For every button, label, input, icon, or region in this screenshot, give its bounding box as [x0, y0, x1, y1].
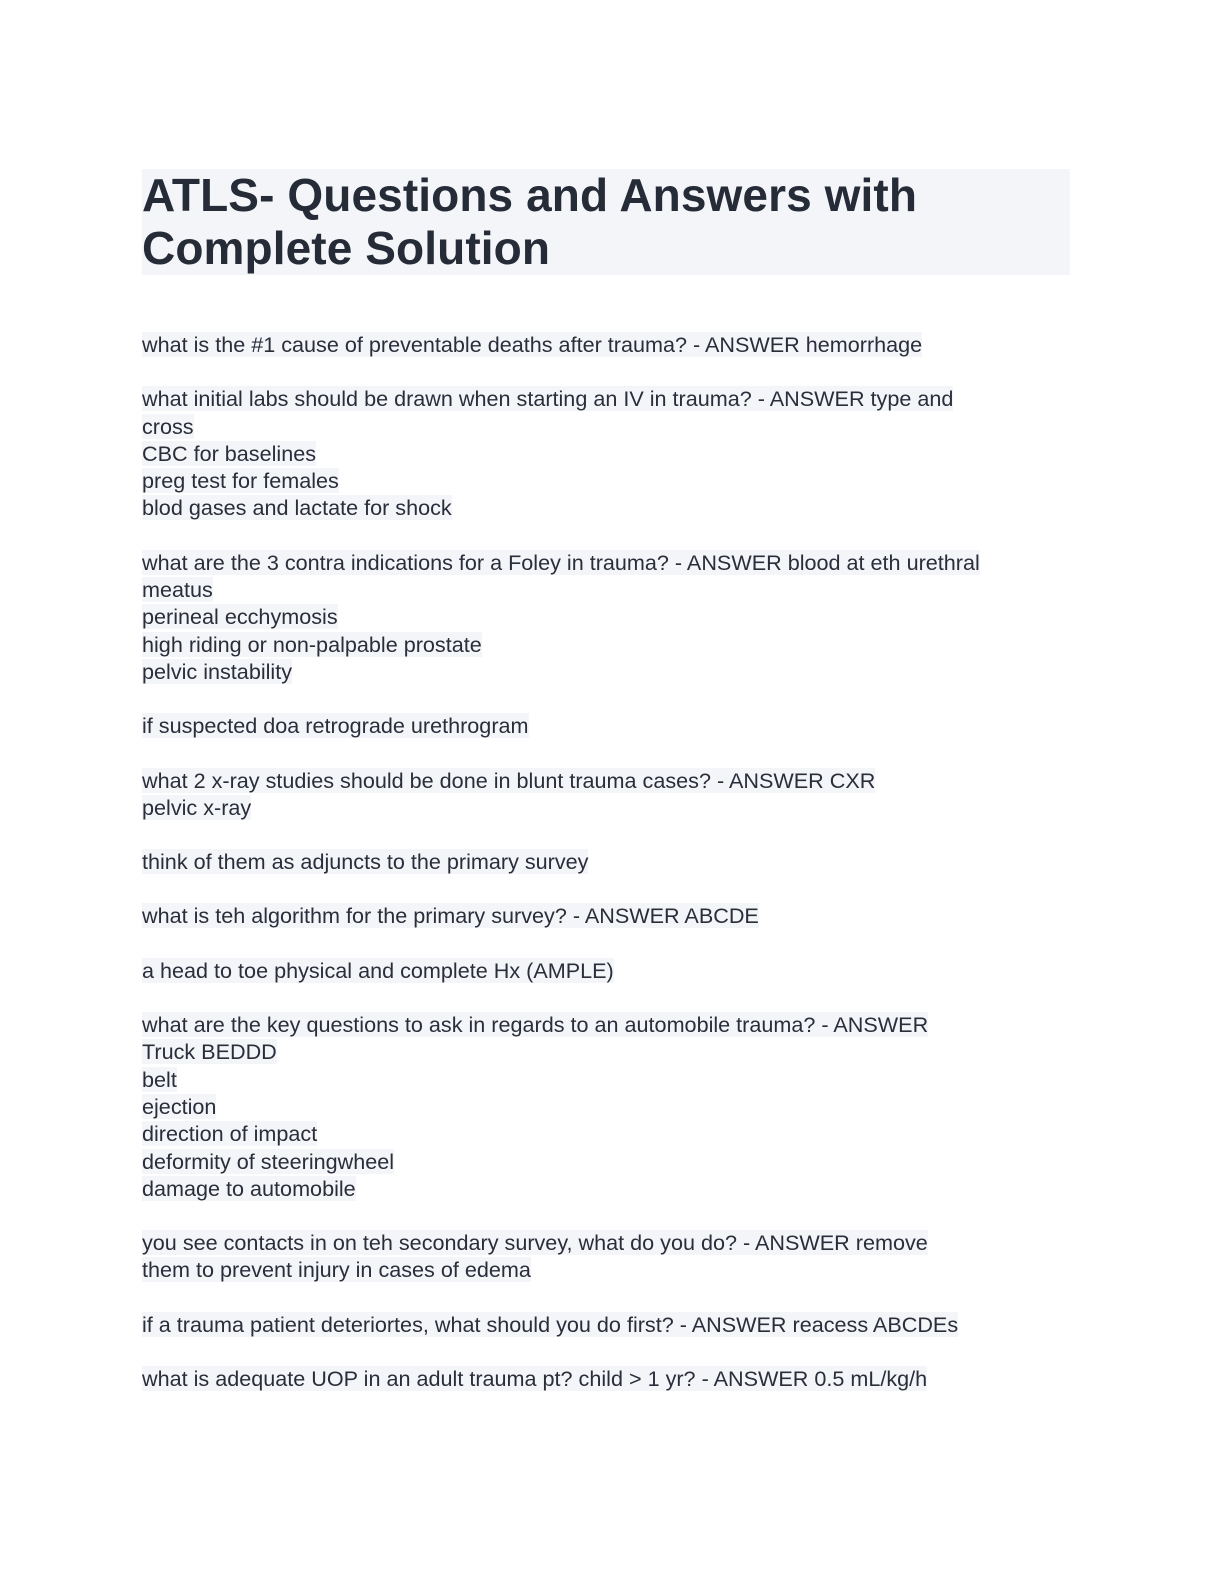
qa-line [142, 1256, 1070, 1283]
qa-line-text: deformity of steeringwheel [142, 1148, 395, 1174]
qa-line [142, 1120, 1070, 1147]
qa-line [142, 1148, 1070, 1175]
qa-line [142, 957, 1070, 984]
qa-list [142, 331, 1070, 1392]
qa-item [142, 767, 1070, 822]
qa-line-text: direction of impact [142, 1121, 318, 1147]
qa-line [142, 1038, 1070, 1065]
qa-line-text: if a trauma patient deteriortes, what should you do first? - ANSWER reacess ABCDEs [142, 1311, 959, 1337]
qa-line-text: what initial labs should be drawn when starting an IV in trauma? - ANSWER type and [142, 386, 954, 412]
qa-line-text: what is teh algorithm for the primary survey? - ANSWER ABCDE [142, 903, 759, 929]
qa-line-text: high riding or non-palpable prostate [142, 631, 482, 657]
qa-line [142, 1229, 1070, 1256]
qa-item [142, 331, 1070, 358]
qa-line [142, 1365, 1070, 1392]
qa-line-text: pelvic x-ray [142, 794, 252, 820]
qa-line [142, 631, 1070, 658]
qa-line [142, 767, 1070, 794]
qa-line [142, 1093, 1070, 1120]
qa-line [142, 1311, 1070, 1338]
qa-item [142, 957, 1070, 984]
qa-line-text: if suspected doa retrograde urethrogram [142, 713, 529, 739]
qa-line [142, 576, 1070, 603]
qa-line-text: CBC for baselines [142, 440, 317, 466]
qa-line-text: them to prevent injury in cases of edema [142, 1257, 531, 1283]
qa-line-text: what are the key questions to ask in regards to an automobile trauma? - ANSWER [142, 1012, 929, 1038]
qa-line-text: what are the 3 contra indications for a Foley in trauma? - ANSWER blood at eth urethral [142, 549, 980, 575]
qa-item [142, 549, 1070, 685]
qa-line-text: pelvic instability [142, 658, 293, 684]
qa-line-text: you see contacts in on teh secondary survey, what do you do? - ANSWER remove [142, 1230, 928, 1256]
qa-line [142, 712, 1070, 739]
qa-line-text: cross [142, 413, 194, 439]
qa-item [142, 712, 1070, 739]
document-title [142, 169, 1070, 275]
title-line-1: ATLS- Questions and Answers with [142, 169, 918, 221]
document-page [142, 169, 1070, 1419]
qa-line [142, 494, 1070, 521]
qa-line-text: Truck BEDDD [142, 1039, 277, 1065]
qa-line [142, 1175, 1070, 1202]
qa-line [142, 440, 1070, 467]
qa-item [142, 902, 1070, 929]
qa-line-text: preg test for females [142, 468, 339, 494]
qa-item [142, 1011, 1070, 1202]
qa-line [142, 658, 1070, 685]
qa-line [142, 413, 1070, 440]
qa-line [142, 603, 1070, 630]
qa-line [142, 385, 1070, 412]
title-line-2: Complete Solution [142, 222, 551, 274]
qa-line [142, 1066, 1070, 1093]
qa-line [142, 467, 1070, 494]
qa-line [142, 549, 1070, 576]
qa-line [142, 902, 1070, 929]
qa-item [142, 1229, 1070, 1284]
qa-line [142, 1011, 1070, 1038]
qa-line-text: perineal ecchymosis [142, 604, 338, 630]
qa-line-text: a head to toe physical and complete Hx (AMPLE) [142, 957, 614, 983]
qa-line-text: what is the #1 cause of preventable deaths after trauma? - ANSWER hemorrhage [142, 332, 923, 357]
qa-line-text: ejection [142, 1093, 217, 1119]
qa-line [142, 794, 1070, 821]
qa-line-text: damage to automobile [142, 1175, 356, 1201]
qa-line-text: what is adequate UOP in an adult trauma pt? child > 1 yr? - ANSWER 0.5 mL/kg/h [142, 1366, 928, 1392]
qa-line [142, 848, 1070, 875]
qa-line-text: think of them as adjuncts to the primary survey [142, 849, 589, 875]
qa-line-text: blod gases and lactate for shock [142, 495, 452, 521]
qa-line [142, 331, 1070, 358]
qa-item [142, 1365, 1070, 1392]
qa-item [142, 848, 1070, 875]
qa-line-text: meatus [142, 577, 213, 603]
qa-line-text: belt [142, 1066, 177, 1092]
qa-item [142, 385, 1070, 521]
qa-line-text: what 2 x-ray studies should be done in blunt trauma cases? - ANSWER CXR [142, 767, 876, 793]
qa-item [142, 1311, 1070, 1338]
